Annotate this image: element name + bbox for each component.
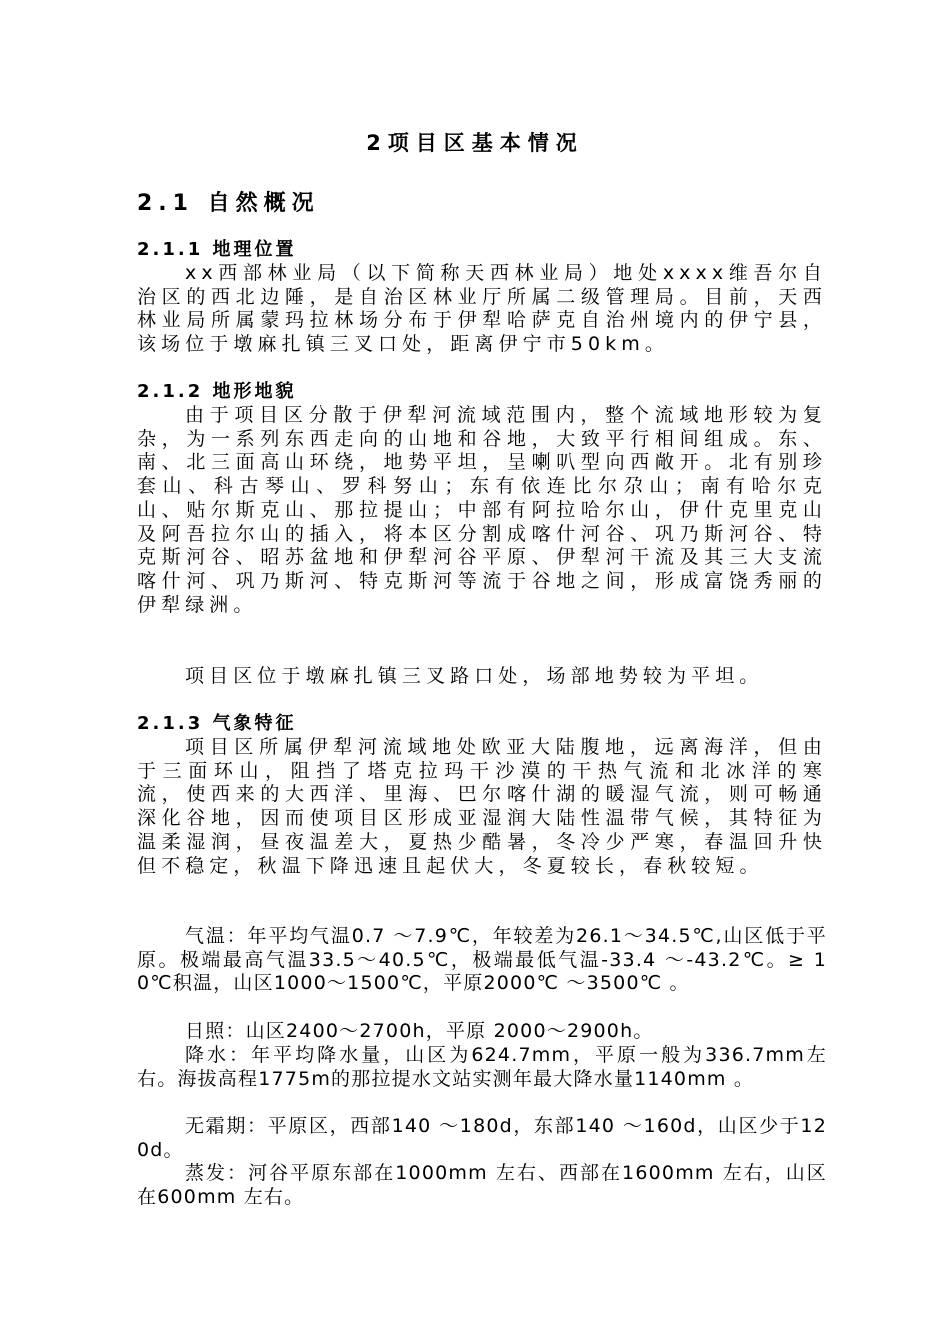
paragraph-precipitation: 降水：年平均降水量，山区为624.7mm，平原一般为336.7mm左右。海拔高程1775m的那拉提水文站实测年最大降水量1140mm 。 — [137, 1044, 827, 1090]
paragraph-evaporation: 蒸发：河谷平原东部在1000mm 左右、西部在1600mm 左右，山区在600mm 左右。 — [137, 1162, 827, 1208]
paragraph-sunshine: 日照：山区2400～2700h，平原 2000～2900h。 — [185, 1020, 654, 1042]
subsection-heading-2-1-3: 2.1.3 气象特征 — [137, 713, 297, 734]
page-title: 2项目区基本情况 — [366, 131, 584, 155]
paragraph-frost-free: 无霜期：平原区，西部140 ～180d，东部140 ～160d，山区少于120d。 — [137, 1115, 827, 1161]
paragraph-climate: 项目区所属伊犁河流域地处欧亚大陆腹地，远离海洋，但由于三面环山，阻挡了塔克拉玛干沙漠的干热气流和北冰洋的寒流，使西来的大西洋、里海、巴尔喀什湖的暖湿气流，则可畅通深化谷地，因而使项目区形成亚湿润大陆性温带气候，其特征为温柔湿润，昼夜温差大，夏热少酷暑，冬冷少严寒，春温回升快但不稳定，秋温下降迅速且起伏大，冬夏较长，春秋较短。 — [137, 736, 827, 877]
paragraph-project-area: 项目区位于墩麻扎镇三叉路口处，场部地势较为平坦。 — [185, 665, 764, 687]
paragraph-temperature: 气温：年平均气温0.7 ～7.9℃，年较差为26.1～34.5℃,山区低于平原。极端最高气温33.5～40.5℃，极端最低气温-33.4 ～-43.2℃。≥ 10℃积温，山区1000～1500℃，平原2000℃ ～3500℃ 。 — [137, 925, 827, 995]
subsection-heading-2-1-1: 2.1.1 地理位置 — [137, 239, 297, 260]
paragraph-location: xx西部林业局（以下简称天西林业局）地处xxxx维吾尔自治区的西北边陲，是自治区林业厅所属二级管理局。目前，天西林业局所属蒙玛拉林场分布于伊犁哈萨克自治州境内的伊宁县，该场位于墩麻扎镇三叉口处，距离伊宁市50km。 — [137, 262, 827, 356]
paragraph-terrain: 由于项目区分散于伊犁河流域范围内，整个流域地形较为复杂，为一系列东西走向的山地和谷地，大致平行相间组成。东、南、北三面高山环绕，地势平坦，呈喇叭型向西敞开。北有别珍套山、科古琴山、罗科努山；东有依连比尔尕山；南有哈尔克山、贴尔斯克山、那拉提山；中部有阿拉哈尔山，伊什克里克山及阿吾拉尔山的插入，将本区分割成喀什河谷、巩乃斯河谷、特克斯河谷、昭苏盆地和伊犁河谷平原、伊犁河干流及其三大支流喀什河、巩乃斯河、特克斯河等流于谷地之间，形成富饶秀丽的伊犁绿洲。 — [137, 404, 827, 616]
section-heading-2-1: 2.1 自然概况 — [137, 191, 320, 216]
subsection-heading-2-1-2: 2.1.2 地形地貌 — [137, 381, 297, 402]
